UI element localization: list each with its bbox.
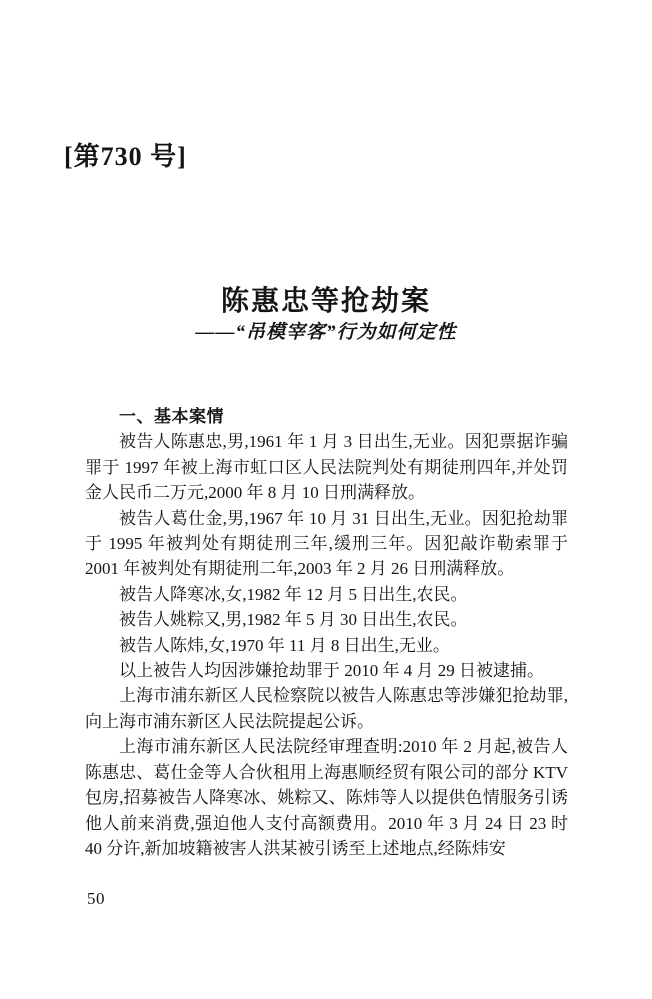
paragraph-defendant-jianghanbing: 被告人降寒冰,女,1982 年 12 月 5 日出生,农民。 — [119, 584, 468, 604]
case-subtitle: ——“吊模宰客”行为如何定性 — [195, 322, 457, 343]
case-number-label: [第730 号] — [64, 142, 187, 171]
paragraph-defendant-geshijin: 被告人葛仕金,男,1967 年 10 月 31 日出生,无业。因犯抢劫罪于 1995 年被判处有期徒刑三年,缓刑三年。因犯敲诈勒索罪于 2001 年被判处有期徒刑二年,2003 年 2 月 26 日刑满释放。 — [85, 508, 568, 579]
paragraph-arrest-info: 以上被告人均因涉嫌抢劫罪于 2010 年 4 月 29 日被逮捕。 — [119, 661, 544, 681]
paragraph-prosecution: 上海市浦东新区人民检察院以被告人陈惠忠等涉嫌犯抢劫罪,向上海市浦东新区人民法院提起公诉。 — [85, 686, 568, 731]
page-number: 50 — [87, 889, 105, 908]
paragraph-court-findings: 上海市浦东新区人民法院经审理查明:2010 年 2 月起,被告人陈惠忠、葛仕金等人合伙租用上海惠顺经贸有限公司的部分 KTV 包房,招募被告人降寒冰、姚粽又、陈炜等人以提供色情服务引诱他人前来消费,强迫他人支付高额费用。2010 年 3 月 24 日 23 时 40 分许,新加坡籍被害人洪某被引诱至上述地点,经陈炜安 — [85, 737, 568, 858]
paragraph-defendant-chenhuizhong: 被告人陈惠忠,男,1961 年 1 月 3 日出生,无业。因犯票据诈骗罪于 1997 年被上海市虹口区人民法院判处有期徒刑四年,并处罚金人民币二万元,2000 年 8 月 10 日刑满释放。 — [85, 432, 568, 503]
paragraph-defendant-chenwei: 被告人陈炜,女,1970 年 11 月 8 日出生,无业。 — [119, 635, 450, 655]
case-title: 陈惠忠等抢劫案 — [220, 286, 431, 317]
section-heading: 一、基本案情 — [119, 407, 224, 426]
document-body — [85, 404, 568, 861]
paragraph-defendant-yaozongyou: 被告人姚粽又,男,1982 年 5 月 30 日出生,农民。 — [119, 610, 468, 630]
